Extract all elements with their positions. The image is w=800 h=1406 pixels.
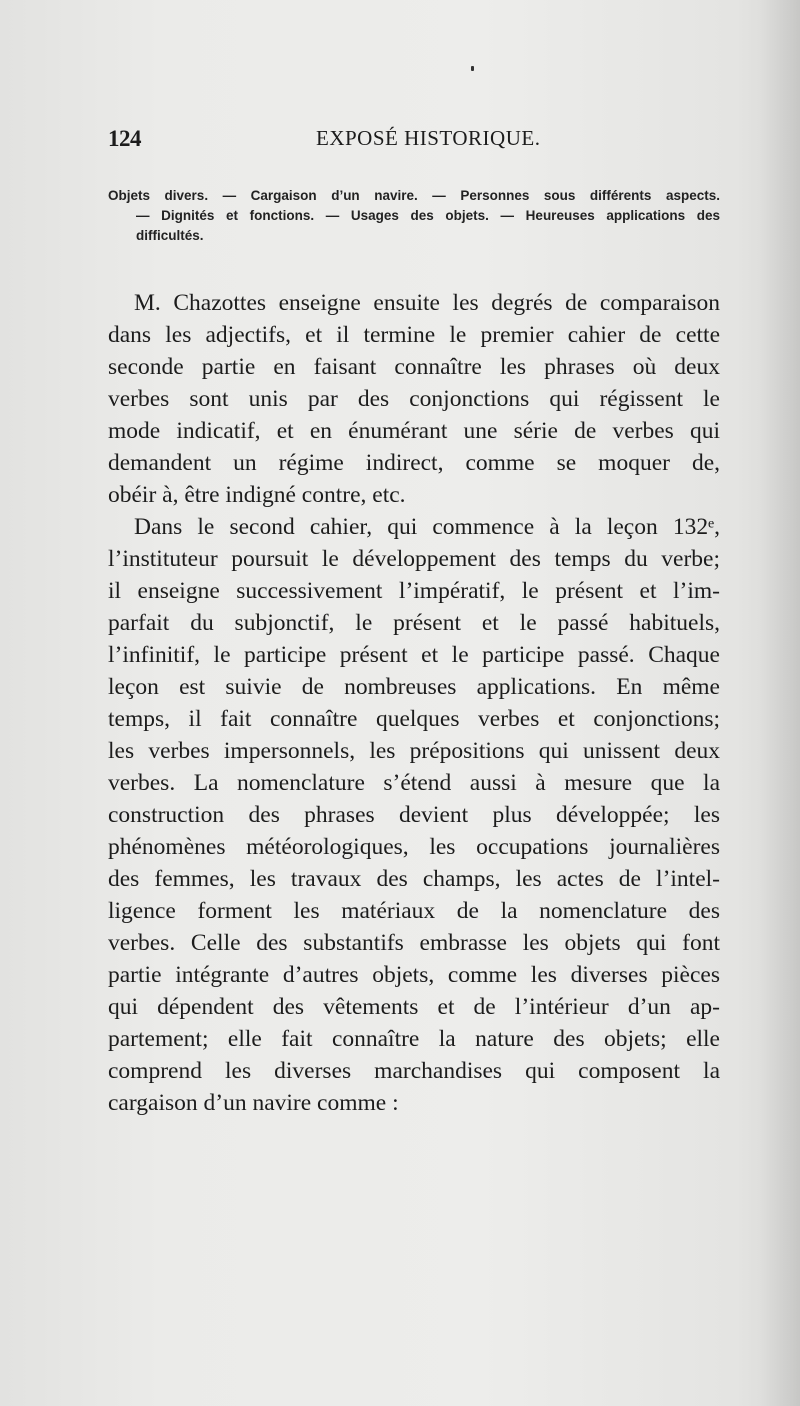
section-summary: [108, 186, 720, 246]
page-edge-shadow: [760, 0, 800, 1406]
text-line: construction des phrases devient plus développée; les: [108, 802, 720, 828]
text-line: parfait du subjonctif, le présent et le passé habituels,: [108, 610, 720, 636]
text-line: il enseigne successivement l’impératif, le présent et l’im-: [108, 578, 720, 604]
page-number: 124: [108, 126, 141, 151]
text-line: phénomènes météorologiques, les occupations journalières: [108, 834, 720, 860]
text-line: les verbes impersonnels, les prépositions qui unissent deux: [108, 738, 720, 764]
text-line: des femmes, les travaux des champs, les actes de l’intel-: [108, 866, 720, 892]
text-line: verbes. Celle des substantifs embrasse les objets qui font: [108, 930, 720, 956]
text-line: partement; elle fait connaître la nature des objets; elle: [108, 1026, 720, 1052]
text-line: seconde partie en faisant connaître les phrases où deux: [108, 354, 720, 380]
text-line: demandent un régime indirect, comme se moquer de,: [108, 450, 720, 476]
running-title: EXPOSÉ HISTORIQUE.: [316, 126, 541, 150]
text-line: mode indicatif, et en énumérant une série de verbes qui: [108, 418, 720, 444]
text-line: leçon est suivie de nombreuses applications. En même: [108, 674, 720, 700]
text-line: temps, il fait connaître quelques verbes et conjonctions;: [108, 706, 720, 732]
text-line: partie intégrante d’autres objets, comme les diverses pièces: [108, 962, 720, 988]
text-line: verbes sont unis par des conjonctions qui régissent le: [108, 386, 720, 412]
summary-line: — Dignités et fonctions. — Usages des objets. — Heureuses applications des: [136, 208, 720, 223]
text-line: ligence forment les matériaux de la nomenclature des: [108, 898, 720, 924]
text-line: Dans le second cahier, qui commence à la leçon 132ᵉ,: [134, 514, 720, 540]
summary-line: difficultés.: [136, 228, 204, 243]
summary-line: Objets divers. — Cargaison d’un navire. — Personnes sous différents aspects.: [108, 188, 720, 203]
text-line: verbes. La nomenclature s’étend aussi à mesure que la: [108, 770, 720, 796]
ink-speck: [471, 66, 474, 71]
text-line: dans les adjectifs, et il termine le premier cahier de cette: [108, 322, 720, 348]
text-line: l’instituteur poursuit le développement des temps du verbe;: [108, 546, 720, 572]
text-line: comprend les diverses marchandises qui composent la: [108, 1058, 720, 1084]
text-line: obéir à, être indigné contre, etc.: [108, 482, 406, 508]
text-line: l’infinitif, le participe présent et le participe passé. Chaque: [108, 642, 720, 668]
text-line: qui dépendent des vêtements et de l’intérieur d’un ap-: [108, 994, 720, 1020]
text-line: M. Chazottes enseigne ensuite les degrés de comparaison: [134, 290, 720, 316]
body-text: [108, 287, 720, 1119]
page-header: [108, 126, 720, 160]
text-line: cargaison d’un navire comme :: [108, 1090, 399, 1116]
